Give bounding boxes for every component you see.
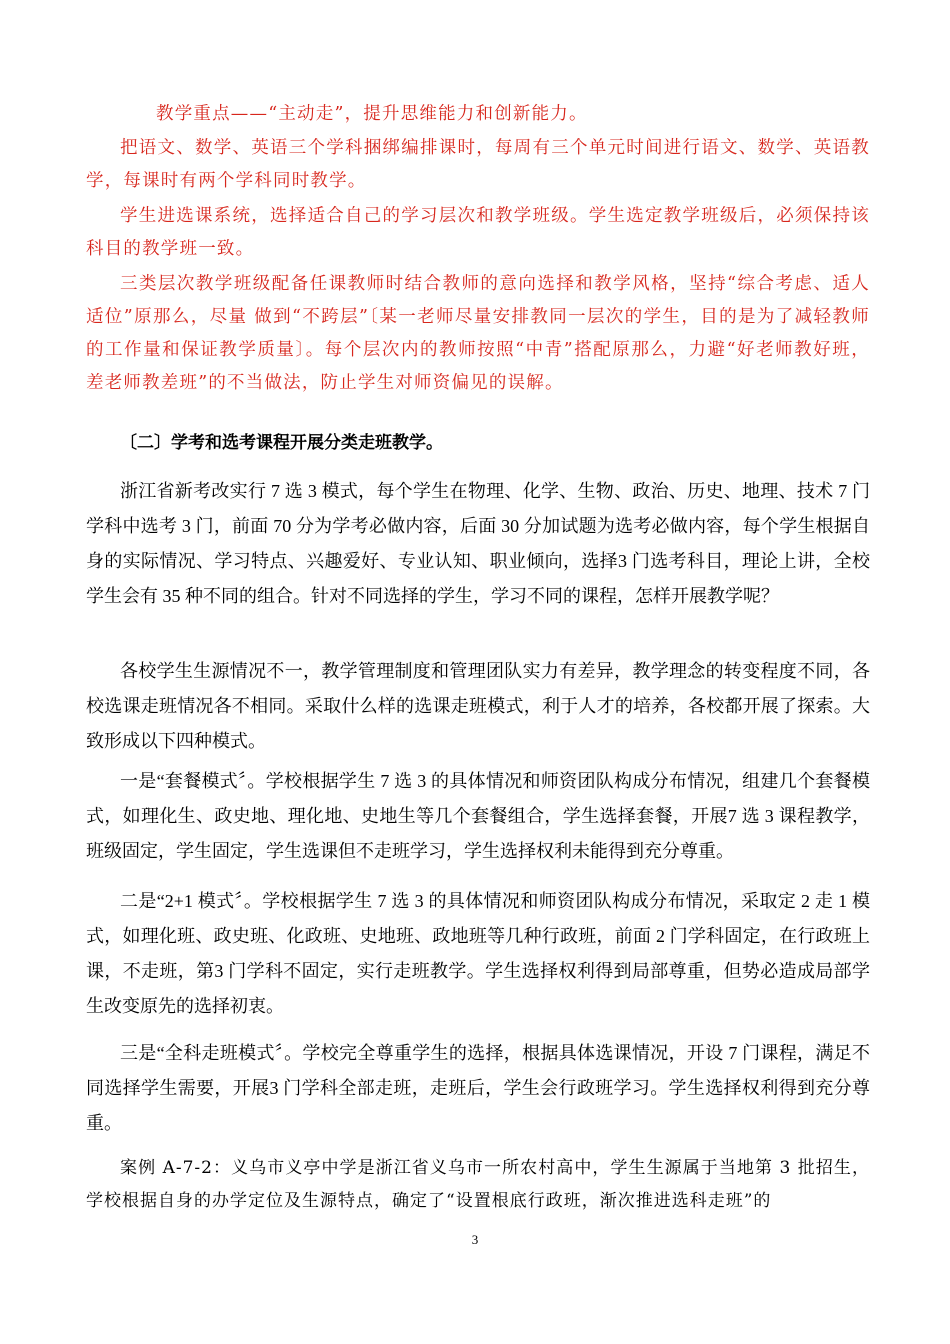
- red-paragraph-3: 学生进选课系统，选择适合自己的学习层次和教学班级。学生选定教学班级后，必须保持该科目的教学班一致。: [86, 206, 870, 259]
- body-paragraph-3: 一是“套餐模式〞。学校根据学生 7 选 3 的具体情况和师资团队构成分布情况，组建几个套餐模式，如理化生、政史地、理化地、史地生等几个套餐组合，学生选择套餐，开展7 选 3 课程教学，班级固定，学生固定，学生选课但不走班学习，学生选择权利未能得到充分尊重。: [86, 771, 870, 861]
- section-heading: 〔二〕学考和选考课程开展分类走班教学。: [120, 433, 443, 453]
- body-paragraph-4: 二是“2+1 模式〞。学校根据学生 7 选 3 的具体情况和师资团队构成分布情况，采取定 2 走 1 模式，如理化班、政史班、化政班、史地班、政地班等几种行政班，前面 2 门学科固定，在行政班上课，不走班，第3 门学科不固定，实行走班教学。学生选择权利得到局部尊重，但势必造成局部学生改变原先的选择初衷。: [86, 891, 870, 1016]
- red-paragraph-4: 三类层次教学班级配备任课教师时结合教师的意向选择和教学风格，坚持“综合考虑、适人适位”原那么，尽量 做到“不跨层”〔某一老师尽量安排教同一层次的学生，目的是为了减轻教师的工作量和保证教学质量〕。每个层次内的教师按照“中青”搭配原那么，力避“好老师教好班，差老师教差班”的不当做法，防止学生对师资偏见的误解。: [86, 274, 870, 393]
- red-paragraph-2: 把语文、数学、英语三个学科捆绑编排课时，每周有三个单元时间进行语文、数学、英语教学，每课时有两个学科同时教学。: [86, 138, 870, 191]
- case-paragraph: 案例 A-7-2：义乌市义亭中学是浙江省义乌市一所农村高中，学生生源属于当地第 3 批招生，学校根据自身的办学定位及生源特点，确定了“设置根底行政班，渐次推进选科走班”的: [86, 1158, 870, 1211]
- page-number: 3: [471, 1232, 479, 1247]
- body-paragraph-1: 浙江省新考改实行 7 选 3 模式，每个学生在物理、化学、生物、政治、历史、地理、技术 7 门学科中选考 3 门，前面 70 分为学考必做内容，后面 30 分加试题为选考必做内容，每个学生根据自身的实际情况、学习特点、兴趣爱好、专业认知、职业倾向，选择3 门选考科目，理论上讲，全校学生会有 35 种不同的组合。针对不同选择的学生，学习不同的课程，怎样开展教学呢？: [86, 481, 870, 606]
- body-paragraph-5: 三是“全科走班模式〞。学校完全尊重学生的选择，根据具体选课情况，开设 7 门课程，满足不同选择学生需要，开展3 门学科全部走班，走班后，学生会行政班学习。学生选择权利得到充分尊重。: [86, 1043, 870, 1133]
- body-paragraph-2: 各校学生生源情况不一，教学管理制度和管理团队实力有差异，教学理念的转变程度不同，各校选课走班情况各不相同。采取什么样的选课走班模式，利于人才的培养，各校都开展了探索。大致形成以下四种模式。: [86, 661, 870, 751]
- red-paragraph-1: 教学重点——“主动走”，提升思维能力和创新能力。: [156, 104, 588, 124]
